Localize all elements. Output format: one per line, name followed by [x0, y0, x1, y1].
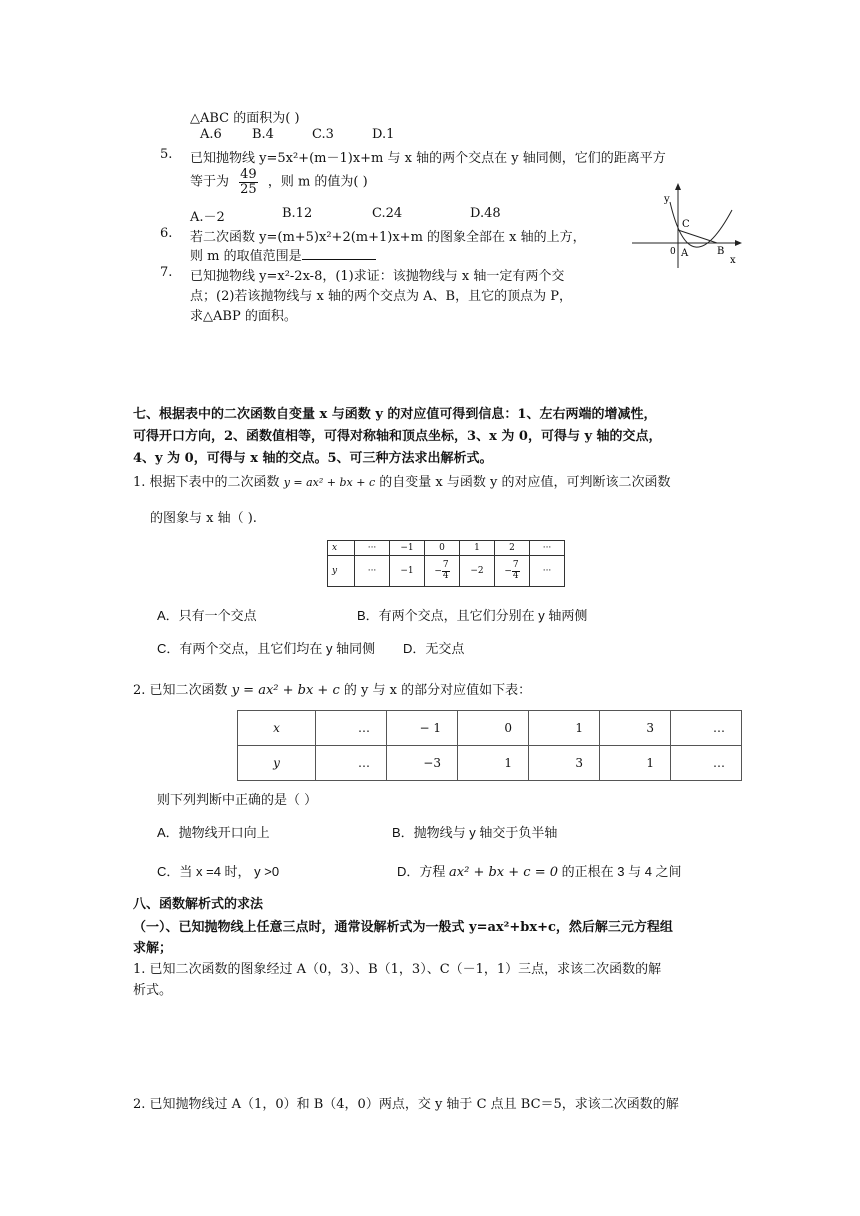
abc-option-d: D.1: [372, 127, 395, 142]
table-cell: y: [238, 746, 316, 781]
q7-number: 7.: [160, 265, 173, 280]
fraction-denominator: 4: [512, 570, 519, 581]
sec8-title: 八、函数解析式的求法: [133, 897, 264, 912]
sec7-q1-option-b: B．有两个交点，且它们分别在 y 轴两侧: [357, 608, 588, 623]
table-cell: ···: [355, 541, 390, 556]
table-cell: …: [671, 746, 742, 781]
table-cell: …: [316, 746, 387, 781]
table-cell: −1: [390, 541, 425, 556]
sec7-q2-option-d-formula: ax² + bx + c = 0: [449, 865, 558, 880]
sec8-sub-line1: （一）、已知抛物线上任意三点时，通常设解析式为一般式 y=ax²+bx+c，然后解三元方程组: [133, 920, 673, 935]
table-cell: x: [328, 541, 355, 556]
sec8-q1-line2: 析式。: [133, 983, 173, 998]
q7-text-line3: 求△ABP 的面积。: [190, 309, 297, 324]
q6-number: 6.: [160, 226, 173, 241]
sec7-heading-line1: 七、根据表中的二次函数自变量 x 与函数 y 的对应值可得到信息：1、左右两端的增减性，: [133, 407, 657, 422]
sec7-q2-option-c: C．当 x =4 时， y >0: [157, 864, 280, 879]
sec7-heading-line2: 可得开口方向，2、函数值相等，可得对称轴和顶点坐标，3、x 为 0，可得与 y 轴的交点，: [133, 429, 662, 444]
q6-answer-blank: [302, 247, 376, 260]
graph-label-b: B: [717, 246, 725, 257]
table-row: [328, 556, 565, 587]
table-cell: x: [238, 711, 316, 746]
sec7-q2-formula: y = ax² + bx + c: [231, 683, 340, 698]
graph-label-a: A: [681, 248, 689, 259]
value-table-1: [327, 540, 565, 587]
table-cell: 3: [529, 746, 600, 781]
q5-option-c: C.24: [372, 206, 403, 221]
fraction-numerator: 7: [512, 560, 519, 571]
graph-label-c: C: [682, 219, 690, 230]
table-cell: 0: [425, 541, 460, 556]
q6-text-prefix: 则 m 的取值范围是: [190, 249, 302, 264]
table-row: [238, 711, 742, 746]
segment-cb: [678, 230, 717, 243]
table-cell: −2: [460, 556, 495, 587]
q5-number: 5.: [160, 147, 173, 162]
abc-option-c: C.3: [312, 127, 334, 142]
q6-text-line2: [190, 245, 376, 264]
table-cell: y: [328, 556, 355, 587]
table-cell: −1: [390, 556, 425, 587]
table-cell: 0: [458, 711, 529, 746]
sec7-q1-option-d: D．无交点: [403, 641, 465, 656]
table-cell: ···: [530, 556, 565, 587]
graph-label-x: x: [730, 255, 736, 266]
parabola-curve: [670, 202, 732, 247]
fraction-numerator: 7: [442, 560, 449, 571]
q7-text: 已知抛物线 y=x²-2x-8，(1)求证：该抛物线与 x 轴一定有两个交: [190, 269, 565, 284]
sec7-q2-suffix: 的 y 与 x 的部分对应值如下表：: [343, 683, 532, 698]
sec7-q1-line1: [133, 471, 670, 490]
table-cell: − $\frac{7}{4}$: [495, 556, 530, 587]
sec7-heading-line3: 4、y 为 0，可得与 x 轴的交点。5、可三种方法求出解析式。: [133, 451, 493, 466]
y-axis-arrow: [675, 183, 681, 190]
table-cell: ···: [355, 556, 390, 587]
abc-option-b: B.4: [252, 127, 274, 142]
parabola-graph: [630, 180, 745, 270]
sec7-q1-option-a: A．只有一个交点: [157, 608, 257, 623]
sec7-q2-prompt: 则下列判断中正确的是（ ）: [157, 793, 318, 808]
table-cell: …: [671, 711, 742, 746]
value-table-2: [237, 710, 742, 781]
table-cell: …: [316, 711, 387, 746]
table-cell: 3: [600, 711, 671, 746]
abc-area-line: △ABC 的面积为( ): [190, 111, 300, 126]
q5-text-line2: [190, 168, 368, 196]
table-row: [238, 746, 742, 781]
table-cell: 1: [458, 746, 529, 781]
sec7-q1-suffix: 的自变量 x 与函数 y 的对应值，可判断该二次函数: [379, 475, 671, 490]
table-cell: 1: [460, 541, 495, 556]
q5-text-suffix: ，则 m 的值为( ): [267, 174, 368, 190]
sec7-q2-prefix: 2. 已知二次函数: [133, 683, 228, 698]
table-row: [328, 541, 565, 556]
x-axis-arrow: [735, 240, 742, 246]
table-cell: ···: [530, 541, 565, 556]
q5-option-b: B.12: [282, 206, 313, 221]
sec7-q1-option-c: C．有两个交点，且它们均在 y 轴同侧: [157, 641, 376, 656]
table-cell: 1: [529, 711, 600, 746]
table-cell: 2: [495, 541, 530, 556]
sec7-q1-line2: 的图象与 x 轴（ ).: [150, 511, 257, 526]
fraction-denominator: 4: [442, 570, 449, 581]
sec8-sub-line2: 求解；: [133, 941, 173, 956]
q6-text: 若二次函数 y=(m+5)x²+2(m+1)x+m 的图象全部在 x 轴的上方，: [190, 230, 586, 245]
sec7-q2-option-b: B．抛物线与 y 轴交于负半轴: [392, 825, 558, 840]
q5-option-a: A.－2: [190, 210, 225, 225]
table-fraction: [512, 561, 520, 581]
sec7-q2-option-a: A．抛物线开口向上: [157, 825, 270, 840]
sec7-q1-prefix: 1. 根据下表中的二次函数: [133, 475, 280, 490]
sec7-q1-formula: y = ax² + bx + c: [283, 476, 376, 489]
sec7-q2-option-d-prefix: D．方程: [397, 864, 446, 879]
q5-fraction-numerator: 49: [240, 167, 257, 182]
q5-fraction: [239, 168, 258, 196]
sec7-q2-line1: [133, 679, 531, 698]
q5-fraction-denominator: 25: [240, 181, 257, 197]
table-cell: 1: [600, 746, 671, 781]
table-cell: − 1: [387, 711, 458, 746]
q7-text-line2: 点；(2)若该抛物线与 x 轴的两个交点为 A、B，且它的顶点为 P，: [190, 289, 572, 304]
sec7-q2-option-d: [397, 861, 682, 880]
abc-option-a: A.6: [200, 127, 222, 142]
sec7-q2-option-d-suffix: 的正根在 3 与 4 之间: [561, 864, 682, 879]
graph-label-origin: 0: [670, 247, 676, 257]
q5-option-d: D.48: [470, 206, 501, 221]
table-cell: −3: [387, 746, 458, 781]
graph-label-y: y: [664, 194, 670, 205]
q5-text-prefix: 等于为: [190, 174, 230, 190]
table-fraction: [442, 561, 450, 581]
table-cell: − $\frac{7}{4}$: [425, 556, 460, 587]
sec8-q1-line1: 1. 已知二次函数的图象经过 A（0，3）、B（1，3）、C（－1，1）三点，求该二次函数的解: [133, 962, 662, 977]
sec8-q2-line1: 2. 已知抛物线过 A（1，0）和 B（4，0）两点，交 y 轴于 C 点且 BC＝5，求该二次函数的解: [133, 1097, 679, 1112]
q5-text: 已知抛物线 y=5x²+(m－1)x+m 与 x 轴的两个交点在 y 轴同侧，它们的距离平方: [190, 151, 666, 166]
